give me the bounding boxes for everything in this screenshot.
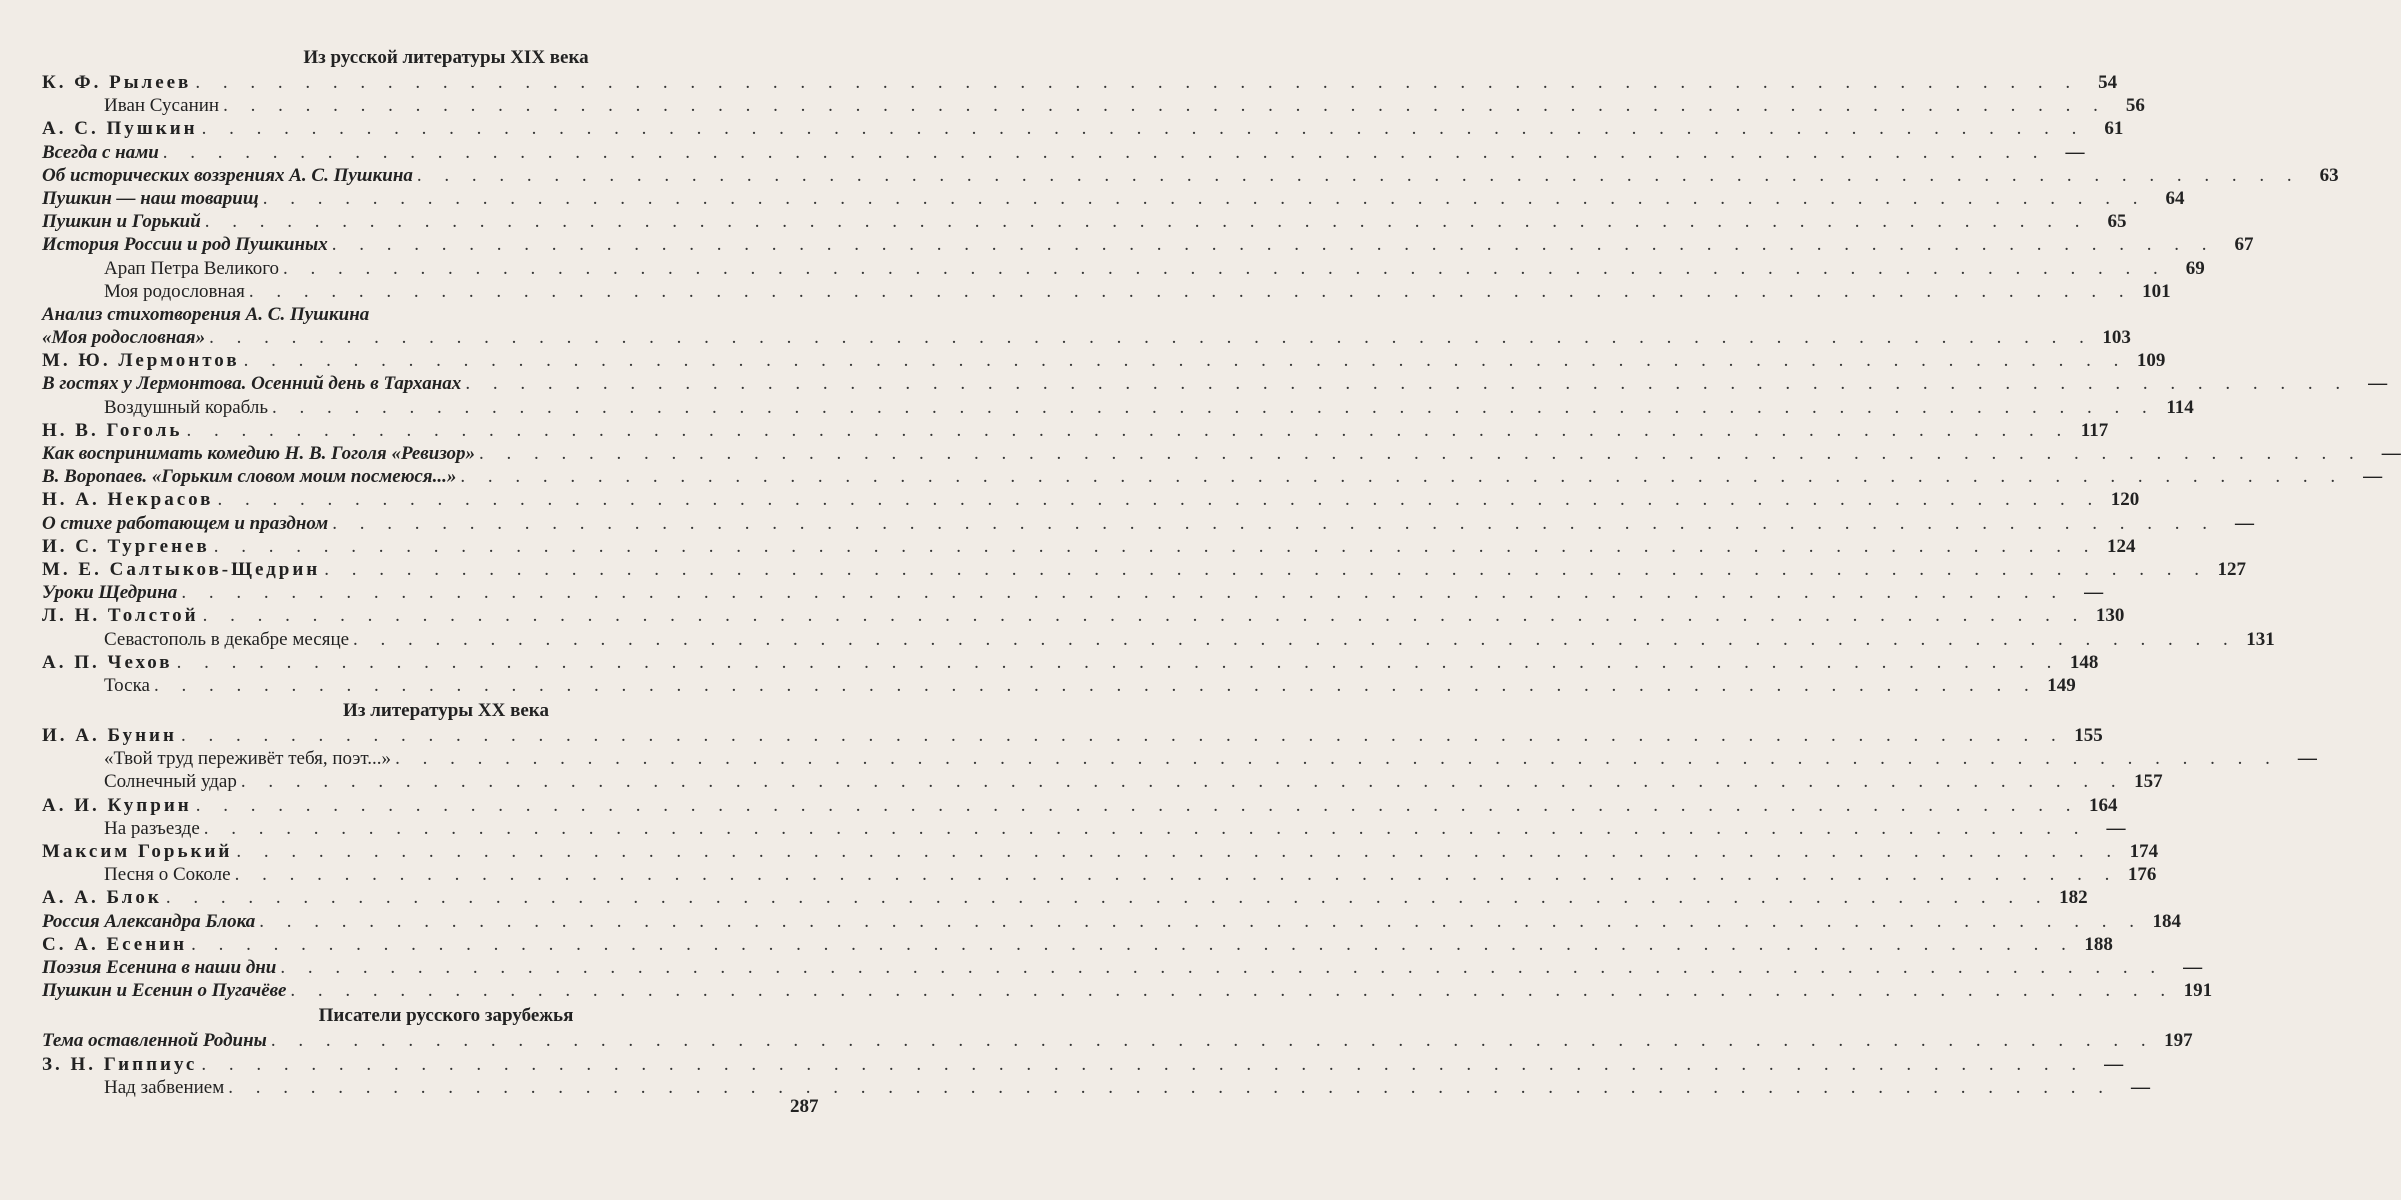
dot-leader: . . . . . . . . . . . . . . . . . . . . . . . . . . . . . . . . . . . . . . . . . . . . . . . . . . . . . . . . . . . . . . . . . . . . . [195, 794, 2080, 816]
entry-page: 182 [2059, 887, 2088, 909]
toc-entry-article [42, 141, 2085, 164]
entry-title: Пушкин — наш товарищ [42, 187, 259, 209]
entry-title: Россия Александра Блока [42, 910, 256, 932]
dot-leader: . . . . . . . . . . . . . . . . . . . . . . . . . . . . . . . . . . . . . . . . . . . . . . . . . . . . . . . . . . . . . . . . . . . . . [201, 118, 2086, 140]
entry-title: С. А. Есенин [42, 933, 188, 955]
entry-title: Моя родословная [104, 280, 245, 302]
dot-leader: . . . . . . . . . . . . . . . . . . . . . . . . . . . . . . . . . . . . . . . . . . . . . . . . . . . . . . . . . . . . . . . . . . . . . [465, 373, 2350, 395]
dot-leader: . . . . . . . . . . . . . . . . . . . . . . . . . . . . . . . . . . . . . . . . . . . . . . . . . . . . . . . . . . . . . . . . . . . . . [153, 674, 2038, 696]
toc-entry-article [42, 581, 2104, 604]
toc-entry-article [42, 910, 2182, 933]
entry-title: Л. Н. Толстой [42, 605, 199, 627]
dot-leader: . . . . . . . . . . . . . . . . . . . . . . . . . . . . . . . . . . . . . . . . . . . . . . . . . . . . . . . . . . . . . . . . . . . . . [243, 350, 2128, 372]
dot-leader: . . . . . . . . . . . . . . . . . . . . . . . . . . . . . . . . . . . . . . . . . . . . . . . . . . . . . . . . . . . . . . . . . . . . . [217, 489, 2102, 511]
entry-page: 64 [2165, 187, 2185, 209]
entry-page: 65 [2107, 211, 2127, 233]
dot-leader: . . . . . . . . . . . . . . . . . . . . . . . . . . . . . . . . . . . . . . . . . . . . . . . . . . . . . . . . . . . . . . . . . . . . . [186, 419, 2071, 441]
toc-entry-work [42, 628, 2275, 651]
entry-page: 184 [2152, 910, 2182, 932]
entry-title: Севастополь в декабре месяце [104, 628, 350, 650]
toc-entry-article [42, 187, 2185, 210]
entry-title: А. И. Куприн [42, 794, 192, 816]
entry-page: — [2183, 956, 2203, 978]
dot-leader: . . . . . . . . . . . . . . . . . . . . . . . . . . . . . . . . . . . . . . . . . . . . . . . . . . . . . . . . . . . . . . . . . . . . . [176, 651, 2061, 673]
toc-entry-article [42, 326, 2131, 349]
entry-page: 120 [2110, 489, 2140, 511]
toc-entry-author [42, 419, 2109, 442]
toc-entry-author [42, 349, 2166, 372]
dot-leader: . . . . . . . . . . . . . . . . . . . . . . . . . . . . . . . . . . . . . . . . . . . . . . . . . . . . . . . . . . . . . . . . . . . . . [204, 211, 2089, 233]
toc-entry-author [42, 117, 2124, 140]
entry-title: О стихе работающем и праздном [42, 512, 329, 534]
entry-title: М. Ю. Лермонтов [42, 350, 240, 372]
toc-entry-work [42, 280, 2171, 303]
entry-page: 56 [2125, 95, 2145, 117]
dot-leader: . . . . . . . . . . . . . . . . . . . . . . . . . . . . . . . . . . . . . . . . . . . . . . . . . . . . . . . . . . . . . . . . . . . . . [240, 771, 2125, 793]
entry-title: Пушкин и Горький [42, 211, 201, 233]
dot-leader: . . . . . . . . . . . . . . . . . . . . . . . . . . . . . . . . . . . . . . . . . . . . . . . . . . . . . . . . . . . . . . . . . . . . . [290, 980, 2175, 1002]
toc-entry-author [42, 488, 2140, 511]
toc-entry-work [42, 1076, 2151, 1099]
entry-page: — [2234, 512, 2254, 534]
dot-leader: . . . . . . . . . . . . . . . . . . . . . . . . . . . . . . . . . . . . . . . . . . . . . . . . . . . . . . . . . . . . . . . . . . . . . [460, 466, 2345, 488]
dot-leader: . . . . . . . . . . . . . . . . . . . . . . . . . . . . . . . . . . . . . . . . . . . . . . . . . . . . . . . . . . . . . . . . . . . . . [162, 141, 2047, 163]
toc-entry-work [42, 674, 2076, 697]
dot-leader: . . . . . . . . . . . . . . . . . . . . . . . . . . . . . . . . . . . . . . . . . . . . . . . . . . . . . . . . . . . . . . . . . . . . . [331, 234, 2216, 256]
entry-page: — [2106, 817, 2126, 839]
entry-title: И. А. Бунин [42, 725, 177, 747]
toc-entry-article [42, 303, 842, 326]
dot-leader: . . . . . . . . . . . . . . . . . . . . . . . . . . . . . . . . . . . . . . . . . . . . . . . . . . . . . . . . . . . . . . . . . . . . . [234, 864, 2119, 886]
toc-entry-work [42, 94, 2145, 117]
toc-entry-work [42, 770, 2163, 793]
entry-title: Солнечный удар [104, 771, 237, 793]
dot-leader: . . . . . . . . . . . . . . . . . . . . . . . . . . . . . . . . . . . . . . . . . . . . . . . . . . . . . . . . . . . . . . . . . . . . . [165, 887, 2050, 909]
entry-title: Песня о Соколе [104, 864, 231, 886]
dot-leader: . . . . . . . . . . . . . . . . . . . . . . . . . . . . . . . . . . . . . . . . . . . . . . . . . . . . . . . . . . . . . . . . . . . . . [236, 841, 2121, 862]
dot-leader: . . . . . . . . . . . . . . . . . . . . . . . . . . . . . . . . . . . . . . . . . . . . . . . . . . . . . . . . . . . . . . . . . . . . . [248, 280, 2133, 302]
entry-page: 117 [2080, 419, 2109, 441]
dot-leader: . . . . . . . . . . . . . . . . . . . . . . . . . . . . . . . . . . . . . . . . . . . . . . . . . . . . . . . . . . . . . . . . . . . . . [332, 512, 2216, 534]
entry-page: — [2297, 748, 2317, 770]
entry-page: — [2363, 466, 2383, 488]
entry-title: Уроки Щедрина [42, 582, 178, 604]
dot-leader: . . . . . . . . . . . . . . . . . . . . . . . . . . . . . . . . . . . . . . . . . . . . . . . . . . . . . . . . . . . . . . . . . . . . . [324, 558, 2209, 580]
entry-page: 188 [2084, 933, 2113, 955]
entry-title: Тема оставленной Родины [42, 1030, 267, 1052]
entry-page: 114 [2166, 396, 2194, 418]
entry-page: — [2368, 373, 2388, 395]
entry-title: Над забвением [104, 1076, 225, 1098]
entry-page: 149 [2047, 674, 2076, 696]
entry-title: Как воспринимать комедию Н. В. Гоголя «Ревизор» [42, 443, 476, 464]
toc-entry-article [42, 372, 2388, 395]
toc-entry-author [42, 886, 2088, 909]
toc-entry-article [42, 210, 2127, 233]
dot-leader: . . . . . . . . . . . . . . . . . . . . . . . . . . . . . . . . . . . . . . . . . . . . . . . . . . . . . . . . . . . . . . . . . . . . . [180, 725, 2065, 747]
entry-title: З. Н. Гиппиус [42, 1053, 198, 1075]
entry-page: 176 [2127, 864, 2157, 886]
toc-entry-author [42, 535, 2136, 558]
entry-title: Тоска [104, 674, 150, 696]
toc-entry-article [42, 956, 2203, 979]
page-number: 287 [790, 1096, 819, 1117]
toc-entry-work [42, 396, 2194, 419]
entry-title: Об исторических воззрениях А. С. Пушкина [42, 164, 413, 186]
toc-entry-article [42, 465, 2383, 488]
dot-leader: . . . . . . . . . . . . . . . . . . . . . . . . . . . . . . . . . . . . . . . . . . . . . . . . . . . . . . . . . . . . . . . . . . . . . [181, 582, 2066, 604]
entry-page: — [2065, 141, 2085, 163]
dot-leader: . . . . . . . . . . . . . . . . . . . . . . . . . . . . . . . . . . . . . . . . . . . . . . . . . . . . . . . . . . . . . . . . . . . . . [195, 72, 2080, 93]
entry-title: Воздушный корабль [104, 396, 269, 418]
section-heading: Писатели русского зарубежья [318, 1005, 574, 1027]
entry-page: 131 [2246, 628, 2275, 650]
entry-title: Анализ стихотворения А. С. Пушкина [42, 303, 370, 325]
toc-entry-author [42, 1053, 2124, 1076]
dot-leader: . . . . . . . . . . . . . . . . . . . . . . . . . . . . . . . . . . . . . . . . . . . . . . . . . . . . . . . . . . . . . . . . . . . . . [201, 1053, 2086, 1075]
toc-entry-work [42, 817, 2126, 840]
entry-page: 157 [2134, 771, 2163, 793]
entry-page: 174 [2129, 841, 2159, 862]
toc-entry-article [42, 442, 2401, 465]
entry-page: 197 [2164, 1030, 2193, 1052]
entry-title: Н. В. Гоголь [42, 419, 183, 441]
entry-title: Иван Сусанин [104, 95, 220, 117]
dot-leader: . . . . . . . . . . . . . . . . . . . . . . . . . . . . . . . . . . . . . . . . . . . . . . . . . . . . . . . . . . . . . . . . . . . . . [202, 605, 2087, 627]
toc-entry-article [42, 512, 2254, 535]
dot-leader: . . . . . . . . . . . . . . . . . . . . . . . . . . . . . . . . . . . . . . . . . . . . . . . . . . . . . . . . . . . . . . . . . . . . . [213, 535, 2098, 557]
entry-page: 191 [2183, 980, 2213, 1002]
entry-title: Арап Петра Великого [104, 257, 280, 279]
entry-title: «Твой труд переживёт тебя, поэт...» [104, 748, 392, 770]
toc-entry-author [42, 71, 2118, 94]
entry-page: 155 [2074, 725, 2103, 747]
dot-leader: . . . . . . . . . . . . . . . . . . . . . . . . . . . . . . . . . . . . . . . . . . . . . . . . . . . . . . . . . . . . . . . . . . . . . [191, 933, 2075, 955]
entry-title: «Моя родословная» [42, 327, 206, 349]
dot-leader: . . . . . . . . . . . . . . . . . . . . . . . . . . . . . . . . . . . . . . . . . . . . . . . . . . . . . . . . . . . . . . . . . . . . . [272, 396, 2156, 418]
toc-entry-author [42, 724, 2103, 747]
entry-page: 124 [2107, 535, 2136, 557]
toc-entry-author [42, 933, 2113, 956]
entry-title: Всегда с нами [42, 141, 159, 163]
entry-title: В гостях у Лермонтова. Осенний день в Тарханах [42, 373, 462, 395]
entry-title: На разъезде [104, 817, 200, 839]
toc-entry-author [42, 651, 2099, 674]
toc-entry-article [42, 164, 2339, 187]
entry-title: Поэзия Есенина в наши дни [42, 956, 277, 978]
entry-title: К. Ф. Рылеев [42, 72, 192, 93]
toc-entry-work [42, 257, 2205, 280]
dot-leader: . . . . . . . . . . . . . . . . . . . . . . . . . . . . . . . . . . . . . . . . . . . . . . . . . . . . . . . . . . . . . . . . . . . . . [223, 95, 2107, 117]
entry-title: Максим Горький [42, 841, 233, 862]
entry-page: 148 [2069, 651, 2099, 673]
toc-entry-author [42, 840, 2159, 863]
dot-leader: . . . . . . . . . . . . . . . . . . . . . . . . . . . . . . . . . . . . . . . . . . . . . . . . . . . . . . . . . . . . . . . . . . . . . [203, 817, 2088, 839]
entry-title: А. П. Чехов [42, 651, 173, 673]
entry-title: Н. А. Некрасов [42, 489, 214, 511]
toc-entry-author [42, 604, 2125, 627]
toc-entry-article [42, 233, 2254, 256]
entry-title: М. Е. Салтыков-Щедрин [42, 558, 321, 580]
section-heading: Из литературы XX века [343, 700, 549, 722]
entry-page: 63 [2319, 164, 2339, 186]
toc-entry-article [42, 1029, 2193, 1052]
entry-page: — [2131, 1076, 2151, 1098]
entry-page: 103 [2102, 327, 2131, 349]
toc-entry-article [42, 979, 2213, 1002]
entry-page: 109 [2136, 350, 2166, 372]
entry-title: А. А. Блок [42, 887, 162, 909]
toc-entry-author [42, 558, 2247, 581]
entry-page: 67 [2234, 234, 2254, 256]
dot-leader: . . . . . . . . . . . . . . . . . . . . . . . . . . . . . . . . . . . . . . . . . . . . . . . . . . . . . . . . . . . . . . . . . . . . . [228, 1076, 2113, 1098]
entry-page: 130 [2095, 605, 2125, 627]
section-heading: Из русской литературы XIX века [303, 47, 589, 68]
entry-page: 54 [2098, 72, 2118, 93]
entry-page: — [2381, 443, 2401, 464]
dot-leader: . . . . . . . . . . . . . . . . . . . . . . . . . . . . . . . . . . . . . . . . . . . . . . . . . . . . . . . . . . . . . . . . . . . . . [259, 910, 2144, 932]
dot-leader: . . . . . . . . . . . . . . . . . . . . . . . . . . . . . . . . . . . . . . . . . . . . . . . . . . . . . . . . . . . . . . . . . . . . . [479, 443, 2363, 464]
entry-title: Пушкин и Есенин о Пугачёве [42, 980, 287, 1002]
entry-page: 164 [2088, 794, 2118, 816]
entry-page: — [2084, 582, 2104, 604]
toc-entry-author [42, 794, 2118, 817]
toc-entry-work [42, 747, 2317, 770]
dot-leader: . . . . . . . . . . . . . . . . . . . . . . . . . . . . . . . . . . . . . . . . . . . . . . . . . . . . . . . . . . . . . . . . . . . . . [209, 327, 2093, 349]
entry-title: В. Воропаев. «Горьким словом моим посмеюся...» [42, 466, 457, 488]
entry-page: 101 [2142, 280, 2171, 302]
dot-leader: . . . . . . . . . . . . . . . . . . . . . . . . . . . . . . . . . . . . . . . . . . . . . . . . . . . . . . . . . . . . . . . . . . . . . [262, 187, 2147, 209]
dot-leader: . . . . . . . . . . . . . . . . . . . . . . . . . . . . . . . . . . . . . . . . . . . . . . . . . . . . . . . . . . . . . . . . . . . . . [353, 628, 2237, 650]
table-of-contents [42, 44, 2401, 1099]
entry-title: А. С. Пушкин [42, 118, 198, 140]
dot-leader: . . . . . . . . . . . . . . . . . . . . . . . . . . . . . . . . . . . . . . . . . . . . . . . . . . . . . . . . . . . . . . . . . . . . . [280, 956, 2165, 978]
dot-leader: . . . . . . . . . . . . . . . . . . . . . . . . . . . . . . . . . . . . . . . . . . . . . . . . . . . . . . . . . . . . . . . . . . . . . [283, 257, 2167, 279]
entry-title: История России и род Пушкиных [42, 234, 328, 256]
entry-page: — [2104, 1053, 2124, 1075]
toc-entry-work [42, 863, 2157, 886]
entry-page: 69 [2185, 257, 2205, 279]
dot-leader: . . . . . . . . . . . . . . . . . . . . . . . . . . . . . . . . . . . . . . . . . . . . . . . . . . . . . . . . . . . . . . . . . . . . . [395, 748, 2279, 770]
entry-title: И. С. Тургенев [42, 535, 210, 557]
dot-leader: . . . . . . . . . . . . . . . . . . . . . . . . . . . . . . . . . . . . . . . . . . . . . . . . . . . . . . . . . . . . . . . . . . . . . [270, 1030, 2155, 1052]
dot-leader: . . . . . . . . . . . . . . . . . . . . . . . . . . . . . . . . . . . . . . . . . . . . . . . . . . . . . . . . . . . . . . . . . . . . . [416, 164, 2301, 186]
entry-page: 127 [2217, 558, 2247, 580]
entry-page: 61 [2104, 118, 2124, 140]
